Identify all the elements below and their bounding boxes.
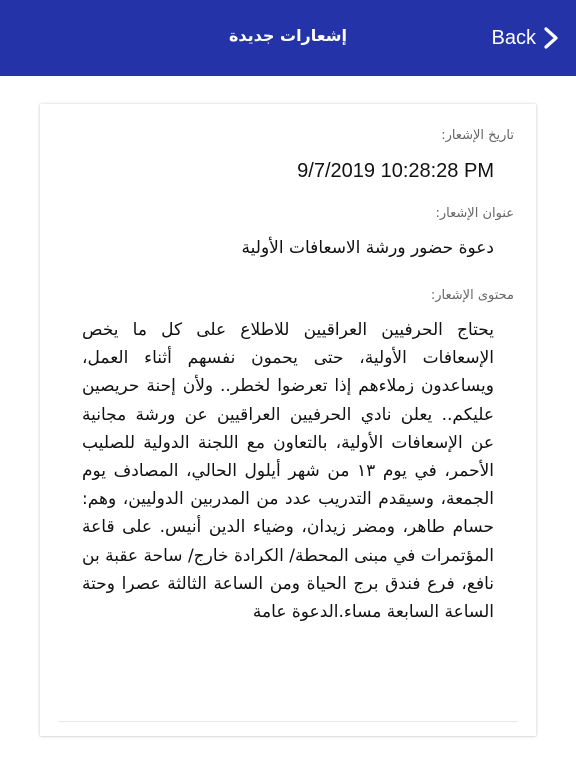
page-title: إشعارات جديدة bbox=[228, 26, 348, 45]
content-label: محتوى الإشعار: bbox=[430, 288, 514, 303]
notification-card bbox=[40, 104, 536, 736]
date-value: 9/7/2019 10:28:28 PM bbox=[297, 160, 494, 182]
title-value: دعوة حضور ورشة الاسعافات الأولية bbox=[241, 238, 494, 258]
title-label: عنوان الإشعار: bbox=[435, 206, 514, 221]
divider bbox=[58, 721, 518, 722]
nav-bar bbox=[0, 0, 576, 76]
content-value: يحتاج الحرفيين العراقيين للاطلاع على كل ما يخص الإسعافات الأولية، حتى يحمون نفسهم أثناء العمل، ويساعدون زملاءهم إذا تعرضوا لخطر.. ولأن إحنة حريصين عليكم.. يعلن نادي الحرفيين العراقيين عن ورشة مجانية عن الإسعافات الأولية، بالتعاون مع اللجنة الدولية للصليب الأحمر، في يوم ١٣ من شهر أيلول الحالي، المصادف يوم الجمعة، وسيقدم التدريب عدد من المدربين الدوليين، وهم: حسام طاهر، ومضر زيدان، وضياء الدين أنيس. على قاعة المؤتمرات في مبنى المحطة/ الكرادة خارج/ ساحة عقبة بن نافع، فرع فندق برج الحياة ومن الساعة الثالثة عصرا وحتة الساعة السابعة مساء.الدعوة عامة bbox=[82, 320, 494, 623]
back-button-label: Back bbox=[491, 26, 536, 49]
date-label: تاريخ الإشعار: bbox=[441, 128, 514, 143]
